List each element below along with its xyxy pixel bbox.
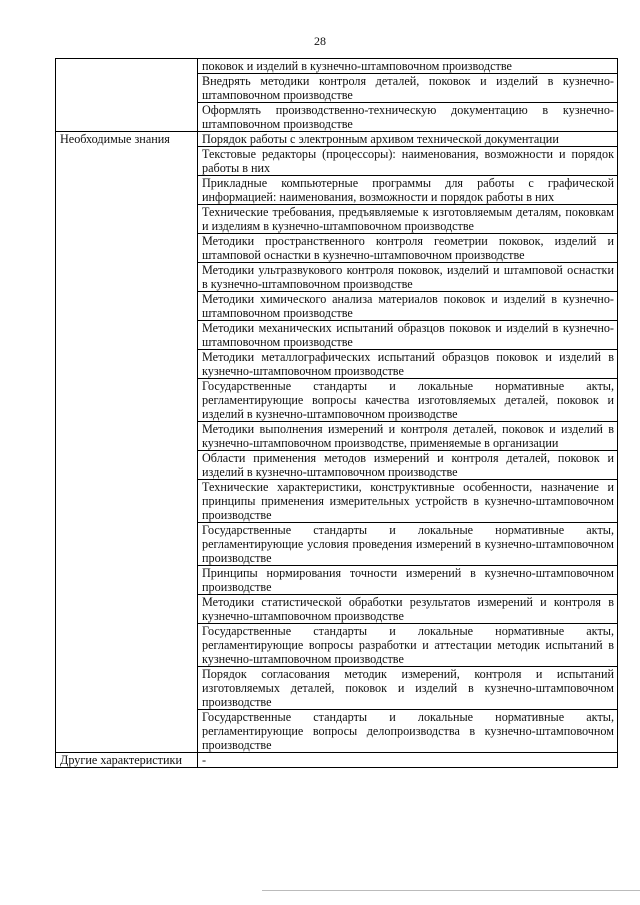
table-cell: Государственные стандарты и локальные нормативные акты, регламентирующие вопросы качества изготовляемых деталей, поковок и изделий в кузнечно-штамповочном производстве — [198, 379, 618, 422]
table-cell: Прикладные компьютерные программы для работы с графической информацией: наименования, возможности и порядок работы в них — [198, 176, 618, 205]
table-row — [56, 59, 618, 74]
table-cell: Методики выполнения измерений и контроля деталей, поковок и изделий в кузнечно-штамповочном производстве, применяемые в организации — [198, 422, 618, 451]
table-cell: Методики статистической обработки результатов измерений и контроля в кузнечно-штамповочном производстве — [198, 595, 618, 624]
table-cell: поковок и изделий в кузнечно-штамповочном производстве — [198, 59, 618, 74]
row-label-other-characteristics: Другие характеристики — [56, 753, 198, 768]
table-cell: Государственные стандарты и локальные нормативные акты, регламентирующие условия проведения измерений в кузнечно-штамповочном производстве — [198, 523, 618, 566]
table-cell: Методики пространственного контроля геометрии поковок, изделий и штамповой оснастки в кузнечно-штамповочном производстве — [198, 234, 618, 263]
table-cell: Методики химического анализа материалов поковок и изделий в кузнечно-штамповочном производстве — [198, 292, 618, 321]
table-cell: - — [198, 753, 618, 768]
row-label-required-knowledge: Необходимые знания — [56, 132, 198, 753]
table-cell: Государственные стандарты и локальные нормативные акты, регламентирующие вопросы разработки и аттестации методик испытаний в кузнечно-штамповочном производстве — [198, 624, 618, 667]
table-cell: Принципы нормирования точности измерений в кузнечно-штамповочном производстве — [198, 566, 618, 595]
table-row — [56, 753, 618, 768]
table-cell: Технические требования, предъявляемые к изготовляемым деталям, поковкам и изделиям в кузнечно-штамповочном производстве — [198, 205, 618, 234]
table-cell: Методики механических испытаний образцов поковок и изделий в кузнечно-штамповочном производстве — [198, 321, 618, 350]
table-row — [56, 132, 618, 147]
table-cell: Текстовые редакторы (процессоры): наименования, возможности и порядок работы в них — [198, 147, 618, 176]
table-cell: Государственные стандарты и локальные нормативные акты, регламентирующие вопросы делопроизводства в кузнечно-штамповочном производстве — [198, 710, 618, 753]
table-cell: Методики металлографических испытаний образцов поковок и изделий в кузнечно-штамповочном производстве — [198, 350, 618, 379]
table-cell: Технические характеристики, конструктивные особенности, назначение и принципы применения измерительных устройств в кузнечно-штамповочном производстве — [198, 480, 618, 523]
table-cell: Методики ультразвукового контроля поковок, изделий и штамповой оснастки в кузнечно-штамповочном производстве — [198, 263, 618, 292]
page-number: 28 — [314, 34, 326, 48]
table-cell: Порядок работы с электронным архивом технической документации — [198, 132, 618, 147]
row-label-empty — [56, 59, 198, 132]
table-cell: Области применения методов измерений и контроля деталей, поковок и изделий в кузнечно-штамповочном производстве — [198, 451, 618, 480]
requirements-table — [55, 58, 618, 768]
table-cell: Оформлять производственно-техническую документацию в кузнечно-штамповочном производстве — [198, 103, 618, 132]
bottom-divider — [262, 890, 640, 891]
table-cell: Внедрять методики контроля деталей, поковок и изделий в кузнечно-штамповочном производстве — [198, 74, 618, 103]
table-cell: Порядок согласования методик измерений, контроля и испытаний изготовляемых деталей, поковок и изделий в кузнечно-штамповочном производстве — [198, 667, 618, 710]
